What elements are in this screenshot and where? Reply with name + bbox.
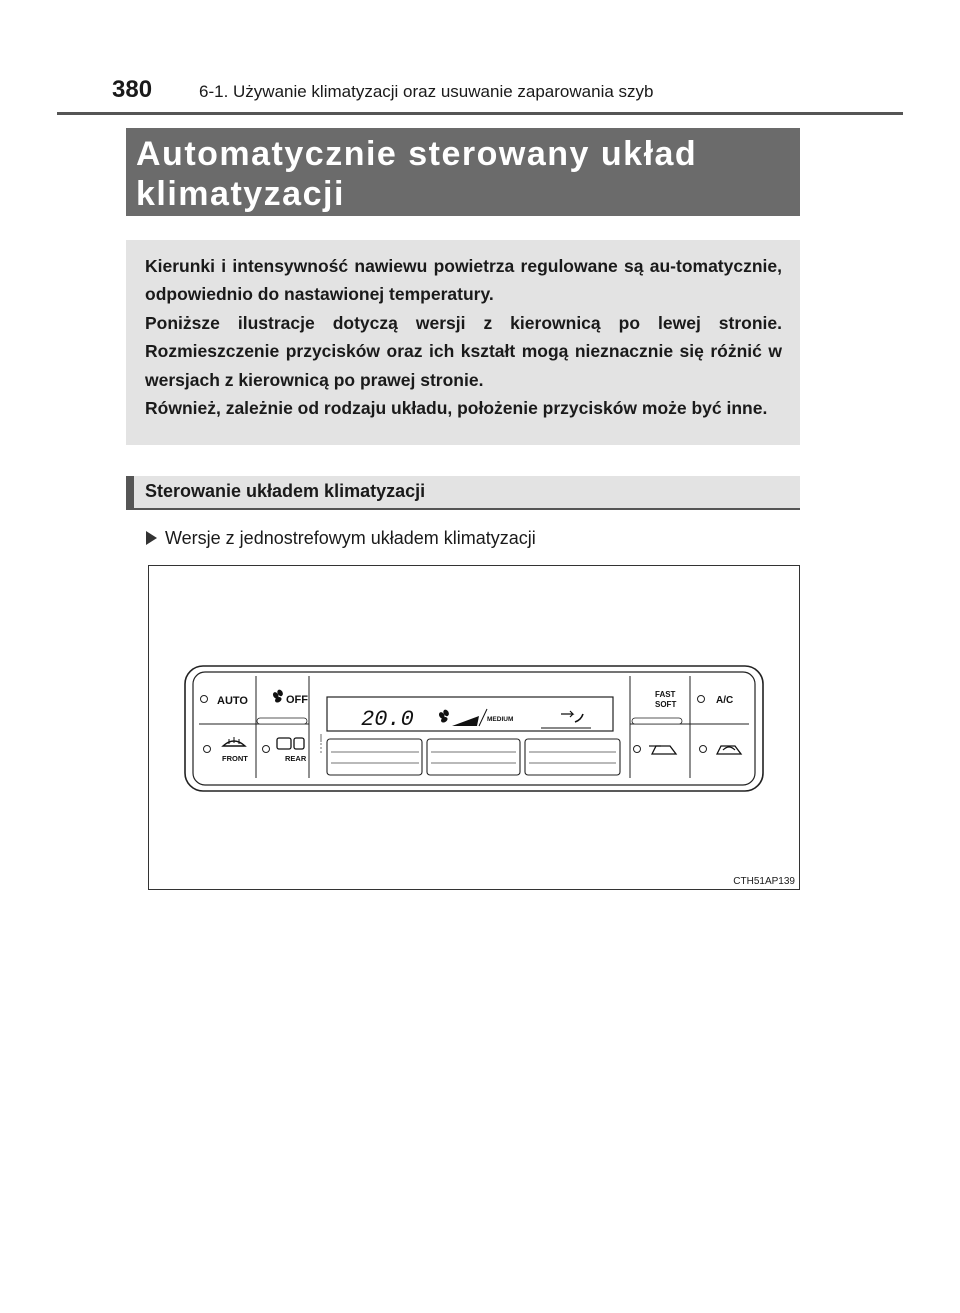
title-line-2: klimatyzacji bbox=[136, 175, 345, 213]
fan-mode-label: MEDIUM bbox=[487, 716, 514, 723]
climate-control-panel bbox=[149, 566, 799, 889]
header-rule bbox=[57, 112, 903, 115]
fast-soft-button[interactable] bbox=[655, 690, 676, 709]
ac-label: A/C bbox=[716, 695, 734, 706]
display-temperature: 20.0 bbox=[361, 707, 414, 732]
section-title-box bbox=[126, 128, 800, 216]
subsection-marker bbox=[126, 476, 134, 508]
intro-paragraph-1: Kierunki i intensywność nawiewu powietrza regulowane są au-tomatycznie, odpowiednio do nastawionej temperatury. bbox=[145, 256, 782, 305]
off-label: OFF bbox=[286, 694, 308, 706]
intro-box bbox=[126, 240, 800, 445]
figure-code: CTH51AP139 bbox=[733, 876, 795, 887]
bullet-item bbox=[146, 528, 536, 549]
rear-label: REAR bbox=[285, 754, 307, 763]
air-vents bbox=[320, 734, 620, 775]
page-number: 380 bbox=[112, 76, 153, 103]
auto-label: AUTO bbox=[217, 695, 248, 707]
figure-frame bbox=[148, 565, 800, 890]
intro-paragraph-3: Również, zależnie od rodzaju układu, położenie przycisków może być inne. bbox=[145, 398, 768, 419]
subsection-header bbox=[126, 476, 800, 510]
subsection-title: Sterowanie układem klimatyzacji bbox=[145, 481, 426, 501]
soft-label: SOFT bbox=[655, 700, 677, 709]
display-unit bbox=[327, 697, 613, 732]
intro-paragraph-2: Poniższe ilustracje dotyczą wersji z kierownicą po lewej stronie. Rozmieszczenie przycisków oraz ich kształt mogą nieznacznie się różnić w wersjach z kierownicą po prawej stronie. bbox=[145, 312, 782, 390]
fast-label: FAST bbox=[655, 690, 676, 699]
triangle-bullet-icon bbox=[146, 531, 157, 545]
front-label: FRONT bbox=[222, 754, 248, 763]
chapter-title: 6-1. Używanie klimatyzacji oraz usuwanie zaparowania szyb bbox=[199, 82, 654, 101]
title-line-1: Automatycznie sterowany układ bbox=[136, 135, 698, 173]
bullet-text: Wersje z jednostrefowym układem klimatyzacji bbox=[165, 528, 536, 548]
